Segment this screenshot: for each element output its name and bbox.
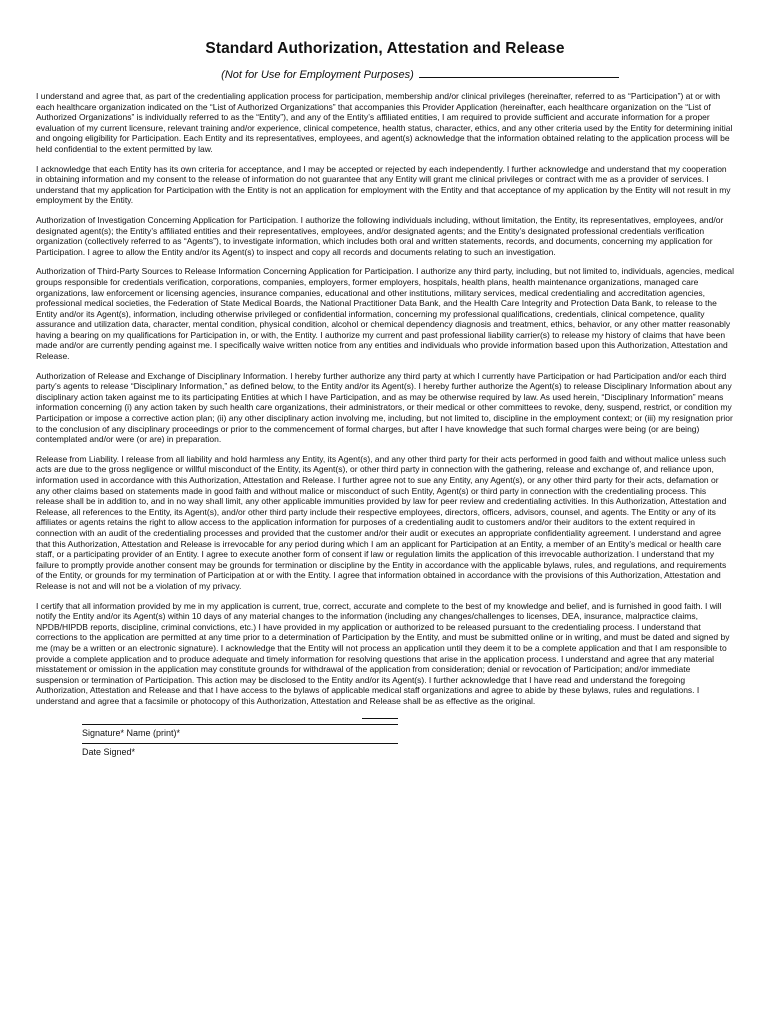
subtitle-text: (Not for Use for Employment Purposes) [221,69,414,81]
signature-label: Signature* Name (print)* [82,728,181,739]
signature-line[interactable] [82,724,398,725]
paragraph-disciplinary-information: Authorization of Release and Exchange of Disciplinary Information. I hereby further authorize any third party at which I currently have Participation or had Participation and/or each third party’s agents to release “Disciplinary Information,” as defined below, to the Entity and/or its Agent(s). I hereby further authorize the Agent(s) to release Disciplinary Information about any disciplinary action taken against me to its participating Entities at which I have Participation, and as may be otherwise required by law. As used herein, “Disciplinary Information” means information concerning (i) any action taken by such health care organizations, their administrators, or their medical or other committees to revoke, deny, suspend, restrict, or condition my Participation or impose a corrective action plan; (ii) any other disciplinary action involving me, including, but not limited to, discipline in the employment context; or (iii) my resignation prior to the conclusion of any disciplinary proceedings or prior to the commencement of formal charges, but after I have knowledge that such formal charges were being (or are being) contemplated and/or were (or are) in preparation. [36,370,733,445]
paragraph-authorization-investigation: Authorization of Investigation Concerning Application for Participation. I authorize the following individuals including, without limitation, the Entity, its representatives, employees, and/or designated agent(s); the Entity’s affiliated entities and their representatives, employees, and/or designated agents; and the Entity’s designated professional credentials verification organization (collectively referred to as “Agents”), to investigate information, which includes both oral and written statements, records, and documents, concerning my application for Participation. I agree to allow the Entity and/or its Agent(s) to inspect and copy all records and documents relating to such an investigation. [36,214,724,257]
subtitle-blank-line[interactable] [419,68,619,78]
date-signed-line[interactable] [82,743,398,744]
paragraph-participation: I understand and agree that, as part of the credentialing application process for participation, membership and/or clinical privileges (hereinafter, referred to as “Participation”) at or with each healthcare organization indicated on the “List of Authorized Organizations” that accompanies this Provider Application (hereinafter, each healthcare organization on the “List of Authorized Organizations” is individually referred to as the “Entity”), and any of the Entity’s affiliated entities, I am required to provide sufficient and accurate information for a proper evaluation of my current licensure, relevant training and/or experience, clinical competence, health status, character, ethics, and any other criteria used by the Entity for determining initial and ongoing eligibility for Participation. Each Entity and its representatives, employees, and agent(s) acknowledge that the information obtained relating to the application process will be held confidential to the extent permitted by law. [36,91,733,154]
paragraph-acknowledgement: I acknowledge that each Entity has its own criteria for acceptance, and I may be accepted or rejected by each independently. I further acknowledge and understand that my cooperation in obtaining information and my consent to the release of information do not guarantee that any Entity will grant me clinical privileges or contract with me as a provider of services. I understand that my application for Participation with the Entity is not an application for employment with the Entity and that acceptance of my application by the Entity will not result in my employment by the Entity. [36,163,731,206]
signature-block [36,724,734,758]
document-subtitle [36,68,734,81]
paragraph-release-from-liability: Release from Liability. I release from all liability and hold harmless any Entity, its Agent(s), and any other third party for their acts performed in good faith and without malice unless such acts are due to the gross negligence or willful misconduct of the Entity, its Agent(s), or other third party in connection with the gathering, release and exchange of, and reliance upon, information used in accordance with this Authorization, Attestation and Release. I further agree not to sue any Entity, any Agent(s), or any other third party for their acts, defamation or any other claims based on statements made in good faith and without malice or misconduct of such Entity, Agent(s) or third party in connection with the credentialing process. This release shall be in addition to, and in no way shall limit, any other applicable immunities provided by law for peer review and credentialing activities. In this Authorization, Attestation and Release, all references to the Entity, its Agent(s), and/or other third party include their respective employees, directors, officers, advisors, counsel, and agents. The Entity or any of its affiliates or agents retains the right to allow access to the application information for purposes of a credentialing audit to customers and/or their auditors to the extent required in connection with an audit of the credentialing processes and provided that the customer and/or their audit or executes an appropriate confidentiality agreement. I understand and agree that this Authorization, Attestation and Release is irrevocable for any period during which I am an applicant for Participation at an Entity, a member of an Entity’s medical or health care staff, or a participating provider of an Entity. I agree to execute another form of consent if law or regulation limits the application of this irrevocable authorization. I understand that my failure to promptly provide another consent may be grounds for termination or discipline by the Entity in accordance with the applicable bylaws, rules, and regulations, and requirements of the Entity, or grounds for my termination of Participation at or with the Entity. I agree that information obtained in accordance with the provisions of this Authorization, Attestation and Release is not and will not be a violation of my privacy. [36,453,727,591]
signature-line-tail [362,718,398,719]
document-title: Standard Authorization, Attestation and Release [205,40,565,57]
paragraph-third-party-sources: Authorization of Third-Party Sources to Release Information Concerning Application for Participation. I authorize any third party, including, but not limited to, individuals, agencies, medical groups responsible for credentials verification, corporations, companies, employers, former employers, hospitals, health plans, health maintenance organizations, managed care organizations, law enforcement or licensing agencies, insurance companies, educational and other institutions, military services, medical credentialing and accreditation agencies, professional medical societies, the Federation of State Medical Boards, the National Practitioner Data Bank, and the Health Care Integrity and Protection Data Bank, to release to the Entity and/or its Agent(s), information, including otherwise privileged or confidential information, concerning my professional qualifications, credentials, clinical competence, quality assurance and utilization data, character, mental condition, physical condition, alcohol or chemical dependency diagnosis and treatment, ethics, behavior, or any other matter reasonably having a bearing on my qualifications for Participation in, or with, the Entity. I authorize my current and past professional liability carrier(s) to release my history of claims that have been made and/or are currently pending against me. I specifically waive written notice from any entities and individuals who provide information based upon this Authorization, Attestation and Release. [36,266,735,362]
date-signed-label: Date Signed* [82,747,136,758]
paragraph-certification: I certify that all information provided by me in my application is current, true, correct, accurate and complete to the best of my knowledge and belief, and is furnished in good faith. I will notify the Entity and/or its Agent(s) within 10 days of any material changes to the information (including any changes/challenges to licenses, DEA, insurance, malpractice claims, NPDB/HIPDB reports, discipline, criminal convictions, etc.) I have provided in my application or authorized to be released pursuant to the credentialing process. I understand that corrections to the application are permitted at any time prior to a determination of Participation by the Entity, and must be submitted online or in writing, and must be dated and signed by me (may be a written or an electronic signature). I acknowledge that the Entity will not process an application until they deem it to be a complete application and that I am responsible to provide a complete application and to produce adequate and timely information for resolving questions that arise in the application process. I understand and agree that any material misstatement or omission in the application may constitute grounds for withdrawal of the application from consideration; denial or revocation of Participation; and/or immediate suspension or termination of Participation. This action may be disclosed to the Entity and/or its Agent(s). I further acknowledge that I have read and understand the foregoing Authorization, Attestation and Release and that I have access to the bylaws of applicable medical staff organizations and agree to abide by these bylaws, rules and regulations. I understand and agree that a facsimile or photocopy of this Authorization, Attestation and Release shall be as effective as the original. [36,600,730,706]
